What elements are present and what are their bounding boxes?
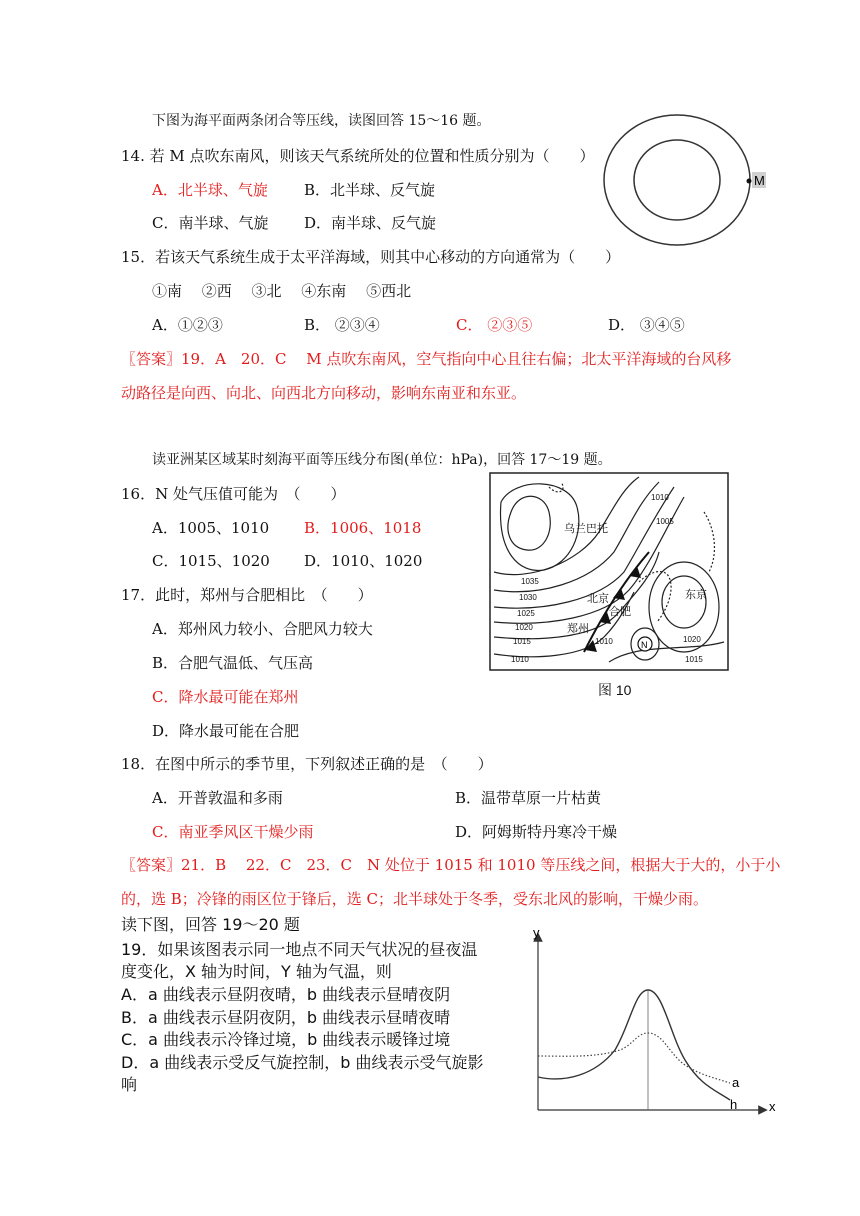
q17-stem: 17．此时，郑州与合肥相比 （ ）	[121, 586, 373, 604]
map-label-tokyo: 东京	[685, 589, 707, 601]
q15-option-c: C． ②③⑤	[456, 316, 533, 334]
map-label-1035: 1035	[521, 577, 539, 586]
map-label-1020-b: 1020	[683, 635, 701, 644]
inner-isobar	[634, 140, 720, 220]
intro-15-16: 下图为海平面两条闭合等压线，读图回答 15～16 题。	[152, 113, 491, 129]
q18-option-a: A．开普敦温和多雨	[152, 789, 283, 807]
curve-label-a: a	[732, 1075, 740, 1090]
q17-option-a: A．郑州风力较小、合肥风力较大	[152, 620, 373, 638]
map-label-zhengzhou: 郑州	[567, 623, 589, 635]
m-label: M	[754, 173, 765, 188]
answer-2-line2: 的，选 B；冷锋的雨区位于锋后，选 C；北半球处于冬季，受东北风的影响，干燥少雨。	[121, 890, 709, 908]
map-label-1010-b: 1010	[595, 637, 613, 646]
map-label-n: N	[641, 640, 648, 650]
q17-option-c: C．降水最可能在郑州	[152, 688, 299, 706]
q18-option-d: D．阿姆斯特丹寒冷干燥	[455, 823, 618, 841]
q19-option-b: B．a 曲线表示昼阴夜阴，b 曲线表示昼晴夜晴	[121, 1008, 451, 1027]
q15-choices: ①南 ②西 ③北 ④东南 ⑤西北	[152, 282, 412, 300]
q16-stem: 16．N 处气压值可能为 （ ）	[121, 485, 346, 503]
q15-stem: 15．若该天气系统生成于太平洋海域，则其中心移动的方向通常为（ ）	[121, 248, 621, 266]
q16-option-a: A．1005、1010	[152, 519, 270, 537]
curve-label-b: h	[730, 1097, 738, 1112]
temperature-curve-graph	[525, 925, 785, 1120]
q15-option-b: B． ②③④	[304, 316, 380, 334]
map-label-1015-b: 1015	[685, 655, 703, 664]
map-label-1030: 1030	[519, 593, 537, 602]
q14-option-d: D．南半球、反气旋	[304, 214, 437, 232]
curve-solid	[538, 990, 730, 1100]
isobar-figure	[598, 112, 773, 252]
q19-stem-line2: 度变化，X 轴为时间，Y 轴为气温，则	[121, 962, 392, 981]
intro-19-20: 读下图，回答 19～20 题	[121, 915, 300, 934]
q19-option-c: C．a 曲线表示冷锋过境，b 曲线表示暖锋过境	[121, 1030, 451, 1049]
q17-option-d: D．降水最可能在合肥	[152, 722, 300, 740]
map-label-ulan: 乌兰巴托	[564, 523, 608, 535]
q14-option-a: A．北半球、气旋	[152, 181, 268, 199]
map-label-1005: 1005	[656, 517, 674, 526]
q16-option-b: B．1006、1018	[304, 519, 422, 537]
point-m-dot	[747, 179, 752, 184]
map-label-1015: 1015	[513, 637, 531, 646]
q14-option-c: C．南半球、气旋	[152, 214, 269, 232]
x-axis-label: x	[769, 1099, 776, 1114]
q15-option-d: D． ③④⑤	[608, 316, 685, 334]
q14-stem: 14. 若 M 点吹东南风，则该天气系统所处的位置和性质分别为（ ）	[121, 147, 595, 165]
map-label-1010: 1010	[511, 655, 529, 664]
map-label-1010-c: 1010	[651, 493, 669, 502]
outer-isobar	[604, 115, 750, 245]
q18-stem: 18．在图中所示的季节里，下列叙述正确的是 （ ）	[121, 755, 493, 773]
map-label-beijing: 北京	[587, 593, 609, 605]
map-label-hefei: 合肥	[609, 606, 631, 618]
y-axis-label: y	[533, 925, 540, 940]
answer-1-line1: 〖答案〗19．A 20．C M 点吹东南风，空气指向中心且往右偏；北太平洋海域的台风移	[121, 350, 732, 368]
q18-option-c: C．南亚季风区干燥少雨	[152, 823, 314, 841]
answer-1-line2: 动路径是向西、向北、向西北方向移动，影响东南亚和东亚。	[121, 384, 527, 402]
map-label-1020: 1020	[515, 623, 533, 632]
map-label-1025: 1025	[517, 609, 535, 618]
q19-option-d-line1: D．a 曲线表示受反气旋控制，b 曲线表示受气旋影	[121, 1053, 484, 1072]
q16-option-c: C．1015、1020	[152, 552, 270, 570]
q16-option-d: D．1010、1020	[304, 552, 423, 570]
curve-dotted	[538, 1033, 730, 1083]
q15-option-a: A．①②③	[152, 316, 223, 334]
pressure-map-figure	[489, 472, 729, 672]
q14-option-b: B．北半球、反气旋	[304, 181, 436, 199]
q17-option-b: B．合肥气温低、气压高	[152, 654, 314, 672]
q19-option-a: A．a 曲线表示昼阴夜晴，b 曲线表示昼晴夜阴	[121, 985, 451, 1004]
q19-option-d-line2: 响	[121, 1075, 138, 1094]
intro-17-19: 读亚洲某区域某时刻海平面等压线分布图(单位：hPa)，回答 17～19 题。	[152, 452, 612, 468]
q19-stem-line1: 19．如果该图表示同一地点不同天气状况的昼夜温	[121, 940, 478, 959]
q18-option-b: B．温带草原一片枯黄	[455, 789, 602, 807]
answer-2-line1: 〖答案〗21．B 22．C 23．C N 处位于 1015 和 1010 等压线之间，根据大于大的，小于小	[121, 856, 781, 874]
figure-10-caption: 图 10	[598, 682, 632, 698]
